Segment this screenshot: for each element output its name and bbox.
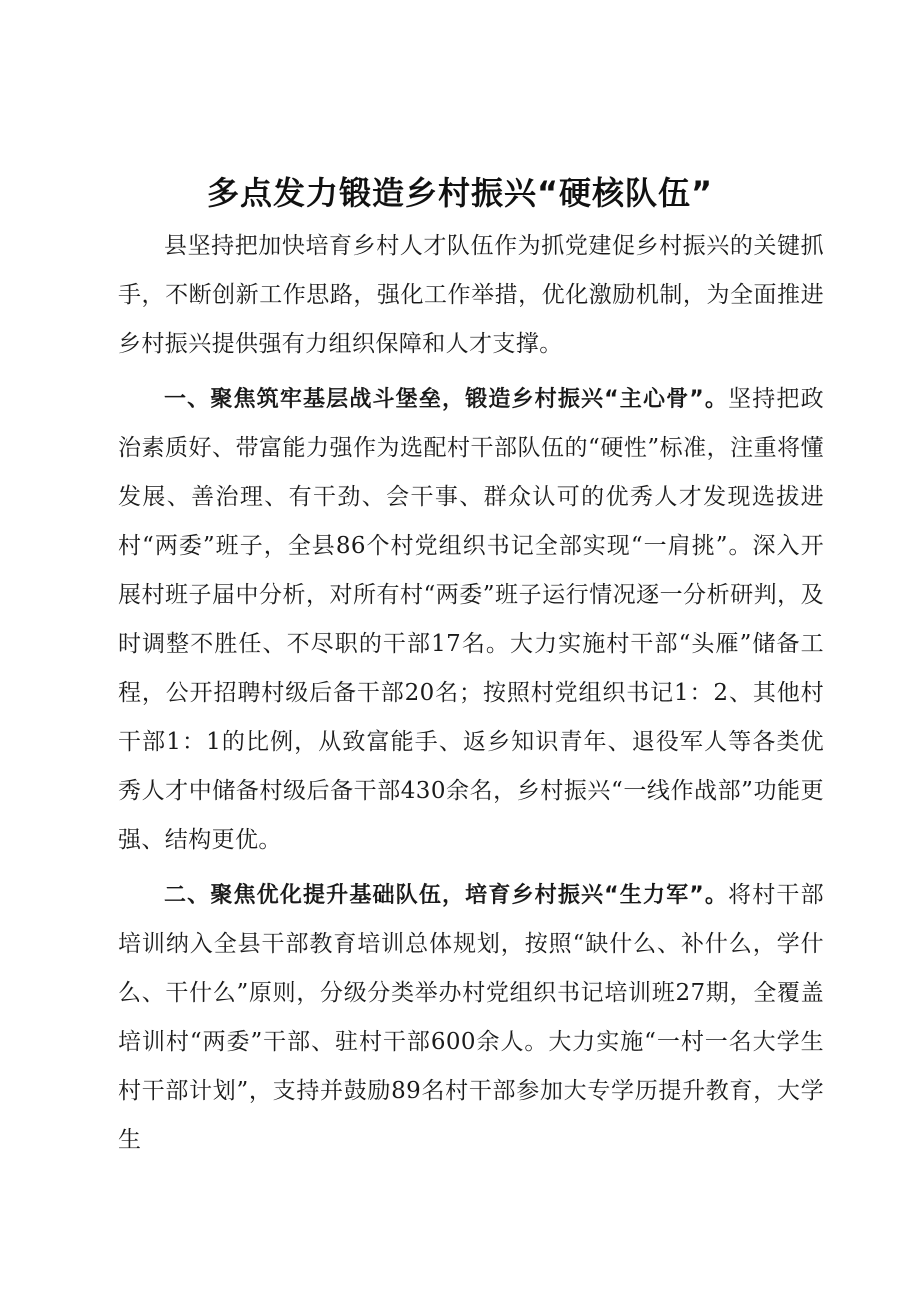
section-text-2: 将村干部培训纳入全县干部教育培训总体规划，按照“缺什么、补什么，学什么、干什么”原则，分级分类举办村党组织书记培训班27期，全覆盖培训村“两委”干部、驻村干部600余人。大力实施“一村一名大学生村干部计划”，支持并鼓励89名村干部参加大专学历提升教育，大学生: [118, 882, 824, 1153]
section-text-1: 坚持把政治素质好、带富能力强作为选配村干部队伍的“硬性”标准，注重将懂发展、善治理、有干劲、会干事、群众认可的优秀人才发现选拔进村“两委”班子，全县86个村党组织书记全部实现“一肩挑”。深入开展村班子届中分析，对所有村“两委”班子运行情况逐一分析研判，及时调整不胜任、不尽职的干部17名。大力实施村干部“头雁”储备工程，公开招聘村级后备干部20名；按照村党组织书记1：2、其他村干部1：1的比例，从致富能手、返乡知识青年、退役军人等各类优秀人才中储备村级后备干部430余名，乡村振兴“一线作战部”功能更强、结构更优。: [118, 386, 824, 853]
document-title: 多点发力锻造乡村振兴“硬核队伍”: [206, 174, 714, 212]
section-paragraph-1: [118, 375, 824, 865]
document-body: [118, 222, 824, 1165]
intro-paragraph: 县坚持把加快培育乡村人才队伍作为抓党建促乡村振兴的关键抓手，不断创新工作思路，强化工作举措，优化激励机制，为全面推进乡村振兴提供强有力组织保障和人才支撑。: [118, 233, 824, 357]
section-paragraph-2: [118, 871, 824, 1165]
section-heading-2: 二、聚焦优化提升基础队伍，培育乡村振兴“生力军”。: [164, 883, 729, 908]
section-heading-1: 一、聚焦筑牢基层战斗堡垒，锻造乡村振兴“主心骨”。: [164, 387, 729, 412]
